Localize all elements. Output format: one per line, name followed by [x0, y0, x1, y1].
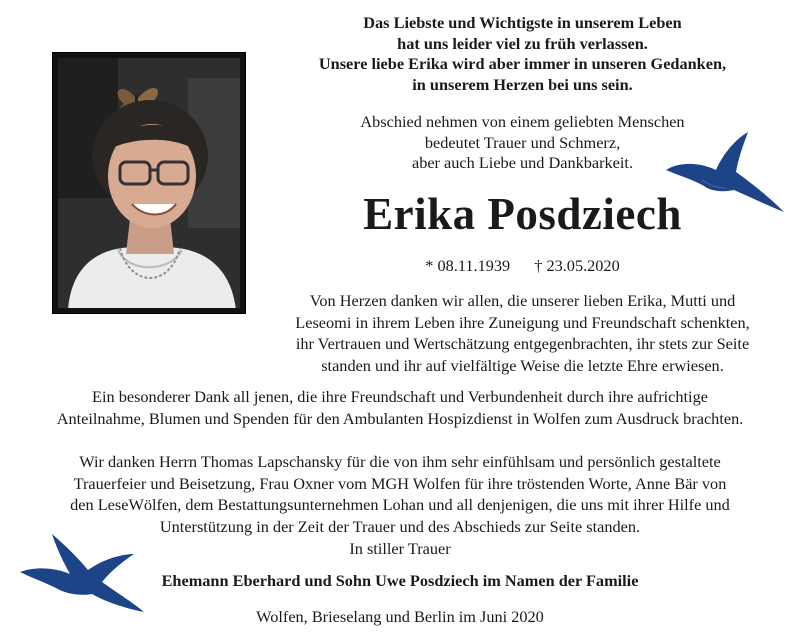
- opening-quote: [250, 13, 795, 95]
- family-signature: Ehemann Eberhard und Sohn Uwe Posdziech im Namen der Familie: [161, 571, 639, 590]
- death-date: † 23.05.2020: [534, 256, 620, 275]
- life-dates: [250, 256, 795, 276]
- paragraph-line: Leseomi in ihrem Leben ihre Zuneigung und Freundschaft schenkten,: [295, 312, 750, 332]
- paragraph-line: Ein besonderer Dank all jenen, die ihre Freundschaft und Verbundenheit durch ihre aufrichtige: [92, 387, 708, 406]
- still-mourning: In stiller Trauer: [349, 539, 451, 558]
- birth-date: * 08.11.1939: [425, 256, 511, 275]
- portrait-image: [58, 58, 240, 308]
- paragraph-line: Von Herzen danken wir allen, die unserer lieben Erika, Mutti und: [309, 291, 736, 310]
- place-and-date: Wolfen, Brieselang und Berlin im Juni 2020: [256, 607, 544, 626]
- paragraph-line: Trauerfeier und Beisetzung, Frau Oxner vom MGH Wolfen für ihre tröstenden Worte, Anne Bär von: [73, 473, 727, 493]
- quote-line: Unsere liebe Erika wird aber immer in unseren Gedanken,: [318, 54, 727, 73]
- thanks-paragraph-3: [0, 451, 800, 537]
- verse-line: aber auch Liebe und Dankbarkeit.: [411, 153, 634, 172]
- paragraph-line: Wir danken Herrn Thomas Lapschansky für die von ihm sehr einfühlsam und persönlich gestaltete: [79, 452, 721, 471]
- verse-line: Abschied nehmen von einem geliebten Menschen: [360, 112, 685, 131]
- paragraph-line: standen und ihr auf vielfältige Weise die letzte Ehre erwiesen.: [321, 355, 724, 375]
- paragraph-line: Unterstützung in der Zeit der Trauer und des Abschieds zur Seite standen.: [159, 516, 641, 536]
- verse-line: bedeutet Trauer und Schmerz,: [424, 132, 621, 152]
- paragraph-line: den LeseWölfen, dem Bestattungsunternehmen Lohan und all denjenigen, die uns mit ihrer Hilfe und: [70, 495, 730, 514]
- portrait-photo: [52, 52, 246, 314]
- portrait-illustration: [58, 58, 240, 308]
- thanks-paragraph-1: [250, 290, 795, 376]
- deceased-name: Erika Posdziech: [363, 189, 682, 239]
- quote-line: hat uns leider viel zu früh verlassen.: [397, 33, 648, 53]
- paragraph-line: Anteilnahme, Blumen und Spenden für den Ambulanten Hospizdienst in Wolfen zum Ausdruck brachten.: [56, 408, 744, 428]
- quote-line: Das Liebste und Wichtigste in unserem Leben: [363, 13, 682, 32]
- paragraph-line: ihr Vertrauen und Wertschätzung entgegenbrachten, ihr stets zur Seite: [295, 334, 750, 353]
- thanks-paragraph-2: [0, 386, 800, 429]
- quote-line: in unserem Herzen bei uns sein.: [412, 74, 633, 94]
